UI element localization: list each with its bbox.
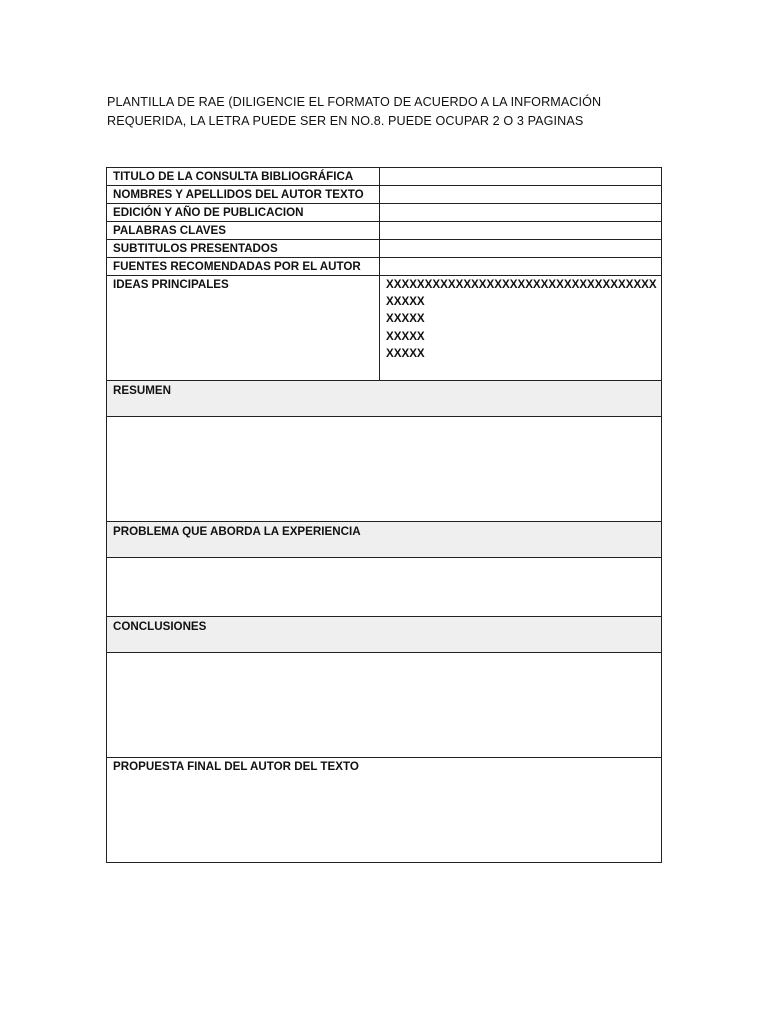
section-body-row: [107, 653, 662, 758]
field-label-edicion: EDICIÓN Y AÑO DE PUBLICACION: [107, 204, 380, 222]
rae-form-table: [106, 167, 662, 863]
table-row: [107, 168, 662, 186]
table-row: [107, 258, 662, 276]
section-final-row: [107, 758, 662, 863]
section-label-conclusiones: CONCLUSIONES: [107, 617, 662, 653]
idea-line: XXXXX: [386, 329, 425, 343]
section-body-conclusiones[interactable]: [107, 653, 662, 758]
section-propuesta[interactable]: [107, 758, 662, 863]
table-row: [107, 240, 662, 258]
field-value-titulo[interactable]: [380, 168, 662, 186]
field-value-fuentes[interactable]: [380, 258, 662, 276]
title-line-1: PLANTILLA DE RAE (DILIGENCIE EL FORMATO DE ACUERDO A LA INFORMACIÓN: [107, 95, 602, 109]
section-body-row: [107, 558, 662, 617]
field-label-subtitulos: SUBTITULOS PRESENTADOS: [107, 240, 380, 258]
section-label-resumen: RESUMEN: [107, 381, 662, 417]
idea-line: XXXXX: [386, 312, 425, 326]
table-row: [107, 276, 662, 381]
field-value-palabras[interactable]: [380, 222, 662, 240]
field-value-autor[interactable]: [380, 186, 662, 204]
section-label-problema: PROBLEMA QUE ABORDA LA EXPERIENCIA: [107, 522, 662, 558]
section-body-resumen[interactable]: [107, 417, 662, 522]
section-header-row: [107, 617, 662, 653]
field-label-ideas: IDEAS PRINCIPALES: [107, 276, 380, 381]
field-label-titulo: TITULO DE LA CONSULTA BIBLIOGRÁFICA: [107, 168, 380, 186]
page-title: [107, 93, 667, 130]
idea-line: XXXXXXXXXXXXXXXXXXXXXXXXXXXXXXXXXXX: [386, 278, 657, 291]
section-body-problema[interactable]: [107, 558, 662, 617]
idea-line: XXXXX: [386, 346, 425, 360]
title-line-2: REQUERIDA, LA LETRA PUEDE SER EN NO.8. PUEDE OCUPAR 2 O 3 PAGINAS: [107, 113, 584, 128]
section-header-row: [107, 381, 662, 417]
field-value-subtitulos[interactable]: [380, 240, 662, 258]
table-row: [107, 186, 662, 204]
field-label-autor: NOMBRES Y APELLIDOS DEL AUTOR TEXTO: [107, 186, 380, 204]
section-label-propuesta: PROPUESTA FINAL DEL AUTOR DEL TEXTO: [113, 760, 359, 773]
section-header-row: [107, 522, 662, 558]
idea-line: XXXXX: [386, 295, 425, 309]
field-value-ideas[interactable]: [380, 276, 662, 381]
field-label-fuentes: FUENTES RECOMENDADAS POR EL AUTOR: [107, 258, 380, 276]
section-body-row: [107, 417, 662, 522]
field-value-edicion[interactable]: [380, 204, 662, 222]
field-label-palabras: PALABRAS CLAVES: [107, 222, 380, 240]
table-row: [107, 204, 662, 222]
table-row: [107, 222, 662, 240]
